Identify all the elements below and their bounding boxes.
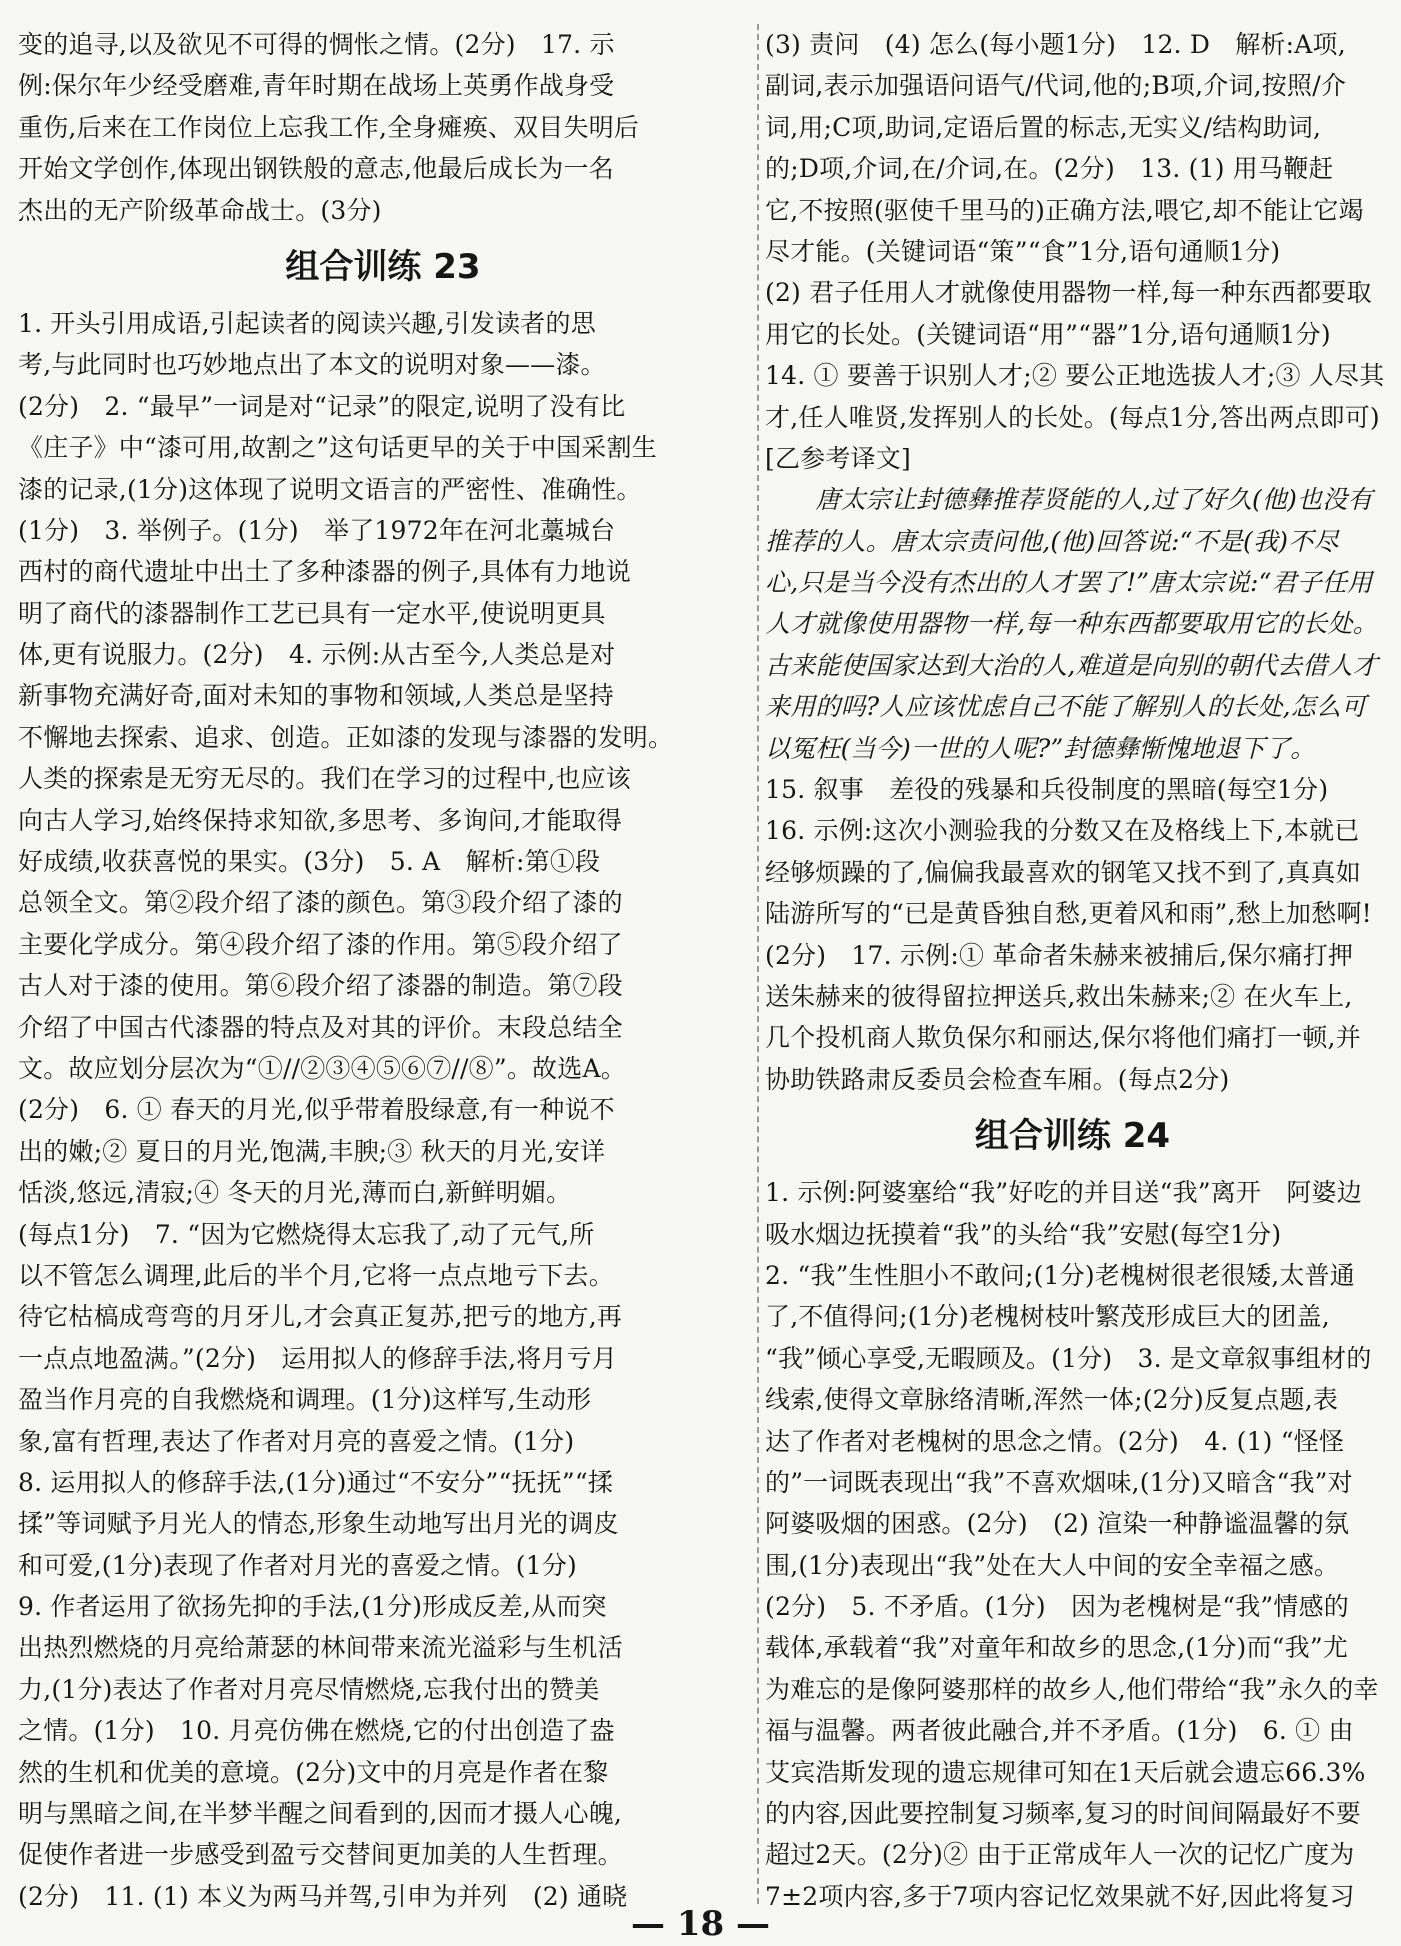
text-line: 例:保尔年少经受磨难,青年时期在战场上英勇作战身受 xyxy=(18,71,615,101)
text-line: 不懈地去探索、追求、创造。正如漆的发现与漆器的发明。 xyxy=(18,722,674,752)
text-line: 恬淡,悠远,清寂;④ 冬天的月光,薄而白,新鲜明媚。 xyxy=(18,1178,572,1208)
text-line: (2) 君子任用人才就像使用器物一样,每一种东西都要取 xyxy=(765,278,1372,308)
text-line: 才,任人唯贤,发挥别人的长处。(每点1分,答出两点即可) xyxy=(765,402,1380,432)
text-line: 待它枯槁成弯弯的月牙儿,才会真正复苏,把亏的地方,再 xyxy=(18,1302,623,1332)
text-line: 载体,承载着“我”对童年和故乡的思念,(1分)而“我”尤 xyxy=(765,1633,1349,1663)
section-heading-23: 组合训练 23 xyxy=(285,246,481,287)
text-line: 开始文学创作,体现出钢铁般的意志,他最后成长为一名 xyxy=(18,154,614,184)
text-line: 尽才能。(关键词语“策”“食”1分,语句通顺1分) xyxy=(765,236,1281,266)
left-column-answers xyxy=(18,303,748,1917)
text-line: (每点1分) 7. “因为它燃烧得太忘我了,动了元气,所 xyxy=(18,1219,595,1249)
text-line: 14. ① 要善于识别人才;② 要公正地选拔人才;③ 人尽其 xyxy=(765,361,1385,391)
text-line: 漆的记录,(1分)这体现了说明文语言的严密性、准确性。 xyxy=(18,474,642,504)
left-column xyxy=(18,24,748,1917)
text-line: 送朱赫来的彼得留拉押送兵,救出朱赫来;② 在火车上, xyxy=(765,981,1353,1011)
text-line: 向古人学习,始终保持求知欲,多思考、多询问,才能取得 xyxy=(18,805,623,835)
text-line: 杰出的无产阶级革命战士。(3分) xyxy=(18,195,382,225)
text-line: 以冤枉(当今)一世的人呢?”封德彝惭愧地退下了。 xyxy=(765,733,1316,763)
text-line: 协助铁路肃反委员会检查车厢。(每点2分) xyxy=(765,1064,1230,1094)
right-column xyxy=(765,24,1385,1917)
text-line: 线索,使得文章脉络清晰,浑然一体;(2分)反复点题,表 xyxy=(765,1385,1339,1415)
text-line: 超过2天。(2分)② 由于正常成年人一次的记忆广度为 xyxy=(765,1840,1355,1870)
text-line: 体,更有说服力。(2分) 4. 示例:从古至今,人类总是对 xyxy=(18,640,616,670)
text-line: 盈当作月亮的自我燃烧和调理。(1分)这样写,生动形 xyxy=(18,1385,592,1415)
text-line: 的内容,因此要控制复习频率,复习的时间间隔最好不要 xyxy=(765,1799,1361,1829)
text-line: 重伤,后来在工作岗位上忘我工作,全身瘫痪、双目失明后 xyxy=(18,112,640,142)
text-line: 它,不按照(驱使千里马的)正确方法,喂它,却不能让它竭 xyxy=(765,195,1364,225)
text-line: 词,用;C项,助词,定语后置的标志,无实义/结构助词, xyxy=(765,112,1322,142)
text-line: 促使作者进一步感受到盈亏交替间更加美的人生哲理。 xyxy=(18,1840,623,1870)
text-line: 《庄子》中“漆可用,故割之”这句话更早的关于中国采割生 xyxy=(18,433,657,463)
text-line: 了,不值得问;(1分)老槐树枝叶繁茂形成巨大的团盖, xyxy=(765,1302,1330,1332)
text-line: 的;D项,介词,在/介词,在。(2分) 13. (1) 用马鞭赶 xyxy=(765,154,1334,184)
text-line: 古人对于漆的使用。第⑥段介绍了漆器的制造。第⑦段 xyxy=(18,971,623,1001)
text-line: 来用的吗?人应该忧虑自己不能了解别人的长处,怎么可 xyxy=(765,692,1367,722)
text-line: 和可爱,(1分)表现了作者对月光的喜爱之情。(1分) xyxy=(18,1550,577,1580)
text-line: 古来能使国家达到大治的人,难道是向别的朝代去借人才 xyxy=(765,650,1378,680)
text-line: 陆游所写的“已是黄昏独自愁,更着风和雨”,愁上加愁啊! xyxy=(765,899,1372,929)
text-line: 考,与此同时也巧妙地点出了本文的说明对象——漆。 xyxy=(18,350,606,380)
text-line: 几个投机商人欺负保尔和丽达,保尔将他们痛打一顿,并 xyxy=(765,1023,1361,1053)
text-line: 为难忘的是像阿婆那样的故乡人,他们带给“我”永久的幸 xyxy=(765,1674,1379,1704)
text-line: 用它的长处。(关键词语“用”“器”1分,语句通顺1分) xyxy=(765,319,1331,349)
text-line: 9. 作者运用了欲扬先抑的手法,(1分)形成反差,从而突 xyxy=(18,1592,607,1622)
text-line: (3) 责问 (4) 怎么(每小题1分) 12. D 解析:A项, xyxy=(765,30,1346,59)
text-line: 经够烦躁的了,偏偏我最喜欢的钢笔又找不到了,真真如 xyxy=(765,857,1361,887)
text-line: 1. 开头引用成语,引起读者的阅读兴趣,引发读者的思 xyxy=(18,308,596,338)
left-column-top-text xyxy=(18,24,748,231)
text-line: 西村的商代遗址中出土了多种漆器的例子,具体有力地说 xyxy=(18,557,631,587)
text-line: 之情。(1分) 10. 月亮仿佛在燃烧,它的付出创造了盎 xyxy=(18,1716,615,1746)
text-line: 力,(1分)表达了作者对月亮尽情燃烧,忘我付出的赞美 xyxy=(18,1674,600,1704)
text-line: 总领全文。第②段介绍了漆的颜色。第③段介绍了漆的 xyxy=(18,888,623,918)
text-line: 象,富有哲理,表达了作者对月亮的喜爱之情。(1分) xyxy=(18,1426,575,1456)
text-line: (2分) 5. 不矛盾。(1分) 因为老槐树是“我”情感的 xyxy=(765,1592,1349,1622)
text-line: 16. 示例:这次小测验我的分数又在及格线上下,本就已 xyxy=(765,816,1360,846)
text-line: 介绍了中国古代漆器的特点及对其的评价。末段总结全 xyxy=(18,1012,623,1042)
text-line: 1. 示例:阿婆塞给“我”好吃的并目送“我”离开 阿婆边 xyxy=(765,1178,1362,1208)
text-line: 副词,表示加强语问语气/代词,他的;B项,介词,按照/介 xyxy=(765,71,1347,101)
text-line: 好成绩,收获喜悦的果实。(3分) 5. A 解析:第①段 xyxy=(18,847,601,877)
text-line: 的”一词既表现出“我”不喜欢烟味,(1分)又暗含“我”对 xyxy=(765,1467,1353,1497)
text-line: 围,(1分)表现出“我”处在大人中间的安全幸福之感。 xyxy=(765,1550,1340,1580)
text-line: 唐太宗让封德彝推荐贤能的人,过了好久(他)也没有 xyxy=(765,485,1373,515)
text-line: 新事物充满好奇,面对未知的事物和领域,人类总是坚持 xyxy=(18,681,614,711)
text-line: 8. 运用拟人的修辞手法,(1分)通过“不安分”“抚抚”“揉 xyxy=(18,1467,614,1497)
text-line: 明了商代的漆器制作工艺已具有一定水平,使说明更具 xyxy=(18,598,606,628)
text-line: 出的嫩;② 夏日的月光,饱满,丰腴;③ 秋天的月光,安详 xyxy=(18,1136,606,1166)
text-line: 明与黑暗之间,在半梦半醒之间看到的,因而才摄人心魄, xyxy=(18,1799,623,1829)
column-divider xyxy=(757,24,759,1904)
section-heading-24: 组合训练 24 xyxy=(974,1116,1171,1157)
text-line: (1分) 3. 举例子。(1分) 举了1972年在河北藁城台 xyxy=(18,515,616,545)
text-line: 然的生机和优美的意境。(2分)文中的月亮是作者在黎 xyxy=(18,1757,609,1787)
text-line: 一点点地盈满。”(2分) 运用拟人的修辞手法,将月亏月 xyxy=(18,1343,618,1373)
text-line: 文。故应划分层次为“①//②③④⑤⑥⑦//⑧”。故选A。 xyxy=(18,1053,626,1083)
text-line: 吸水烟边抚摸着“我”的头给“我”安慰(每空1分) xyxy=(765,1219,1282,1249)
text-line: 福与温馨。两者彼此融合,并不矛盾。(1分) 6. ① 由 xyxy=(765,1716,1354,1746)
text-line: 以不管怎么调理,此后的半个月,它将一点点地亏下去。 xyxy=(18,1260,614,1290)
text-line: (2分) 11. (1) 本义为两马并驾,引申为并列 (2) 通晓 xyxy=(18,1881,628,1911)
text-line: 心,只是当今没有杰出的人才罢了!”唐太宗说:“君子任用 xyxy=(765,568,1373,598)
text-line: 推荐的人。唐太宗责问他,(他)回答说:“不是(我)不尽 xyxy=(765,526,1339,556)
text-line: 人类的探索是无穷无尽的。我们在学习的过程中,也应该 xyxy=(18,764,631,794)
text-line: [乙参考译文] xyxy=(765,443,911,473)
text-line: 阿婆吸烟的困惑。(2分) (2) 渲染一种静谧温馨的氛 xyxy=(765,1509,1350,1539)
text-line: (2分) 2. “最早”一词是对“记录”的限定,说明了没有比 xyxy=(18,391,626,421)
text-line: 揉”等词赋予月光人的情态,形象生动地写出月光的调皮 xyxy=(18,1509,619,1539)
page-number: — 18 — xyxy=(631,1904,770,1944)
text-line: (2分) 17. 示例:① 革命者朱赫来被捕后,保尔痛打押 xyxy=(765,940,1354,970)
text-line: (2分) 6. ① 春天的月光,似乎带着股绿意,有一种说不 xyxy=(18,1095,615,1125)
text-line: 出热烈燃烧的月亮给萧瑟的林间带来流光溢彩与生机活 xyxy=(18,1633,623,1663)
text-line: 达了作者对老槐树的思念之情。(2分) 4. (1) “怪怪 xyxy=(765,1426,1345,1456)
right-column-answers xyxy=(765,1172,1380,1917)
text-line: 2. “我”生性胆小不敢问;(1分)老槐树很老很矮,太普通 xyxy=(765,1260,1355,1290)
text-line: “我”倾心享受,无暇顾及。(1分) 3. 是文章叙事组材的 xyxy=(765,1343,1372,1373)
text-line: 人才就像使用器物一样,每一种东西都要取用它的长处。 xyxy=(765,609,1378,639)
right-column-top-text xyxy=(765,24,1385,1100)
text-line: 艾宾浩斯发现的遗忘规律可知在1天后就会遗忘66.3% xyxy=(765,1757,1366,1787)
text-line: 变的追寻,以及欲见不可得的惆怅之情。(2分) 17. 示 xyxy=(18,30,615,59)
text-line: 主要化学成分。第④段介绍了漆的作用。第⑤段介绍了 xyxy=(18,929,623,959)
text-line: 7±2项内容,多于7项内容记忆效果就不好,因此将复习 xyxy=(765,1881,1355,1911)
text-line: 15. 叙事 差役的残暴和兵役制度的黑暗(每空1分) xyxy=(765,775,1329,805)
